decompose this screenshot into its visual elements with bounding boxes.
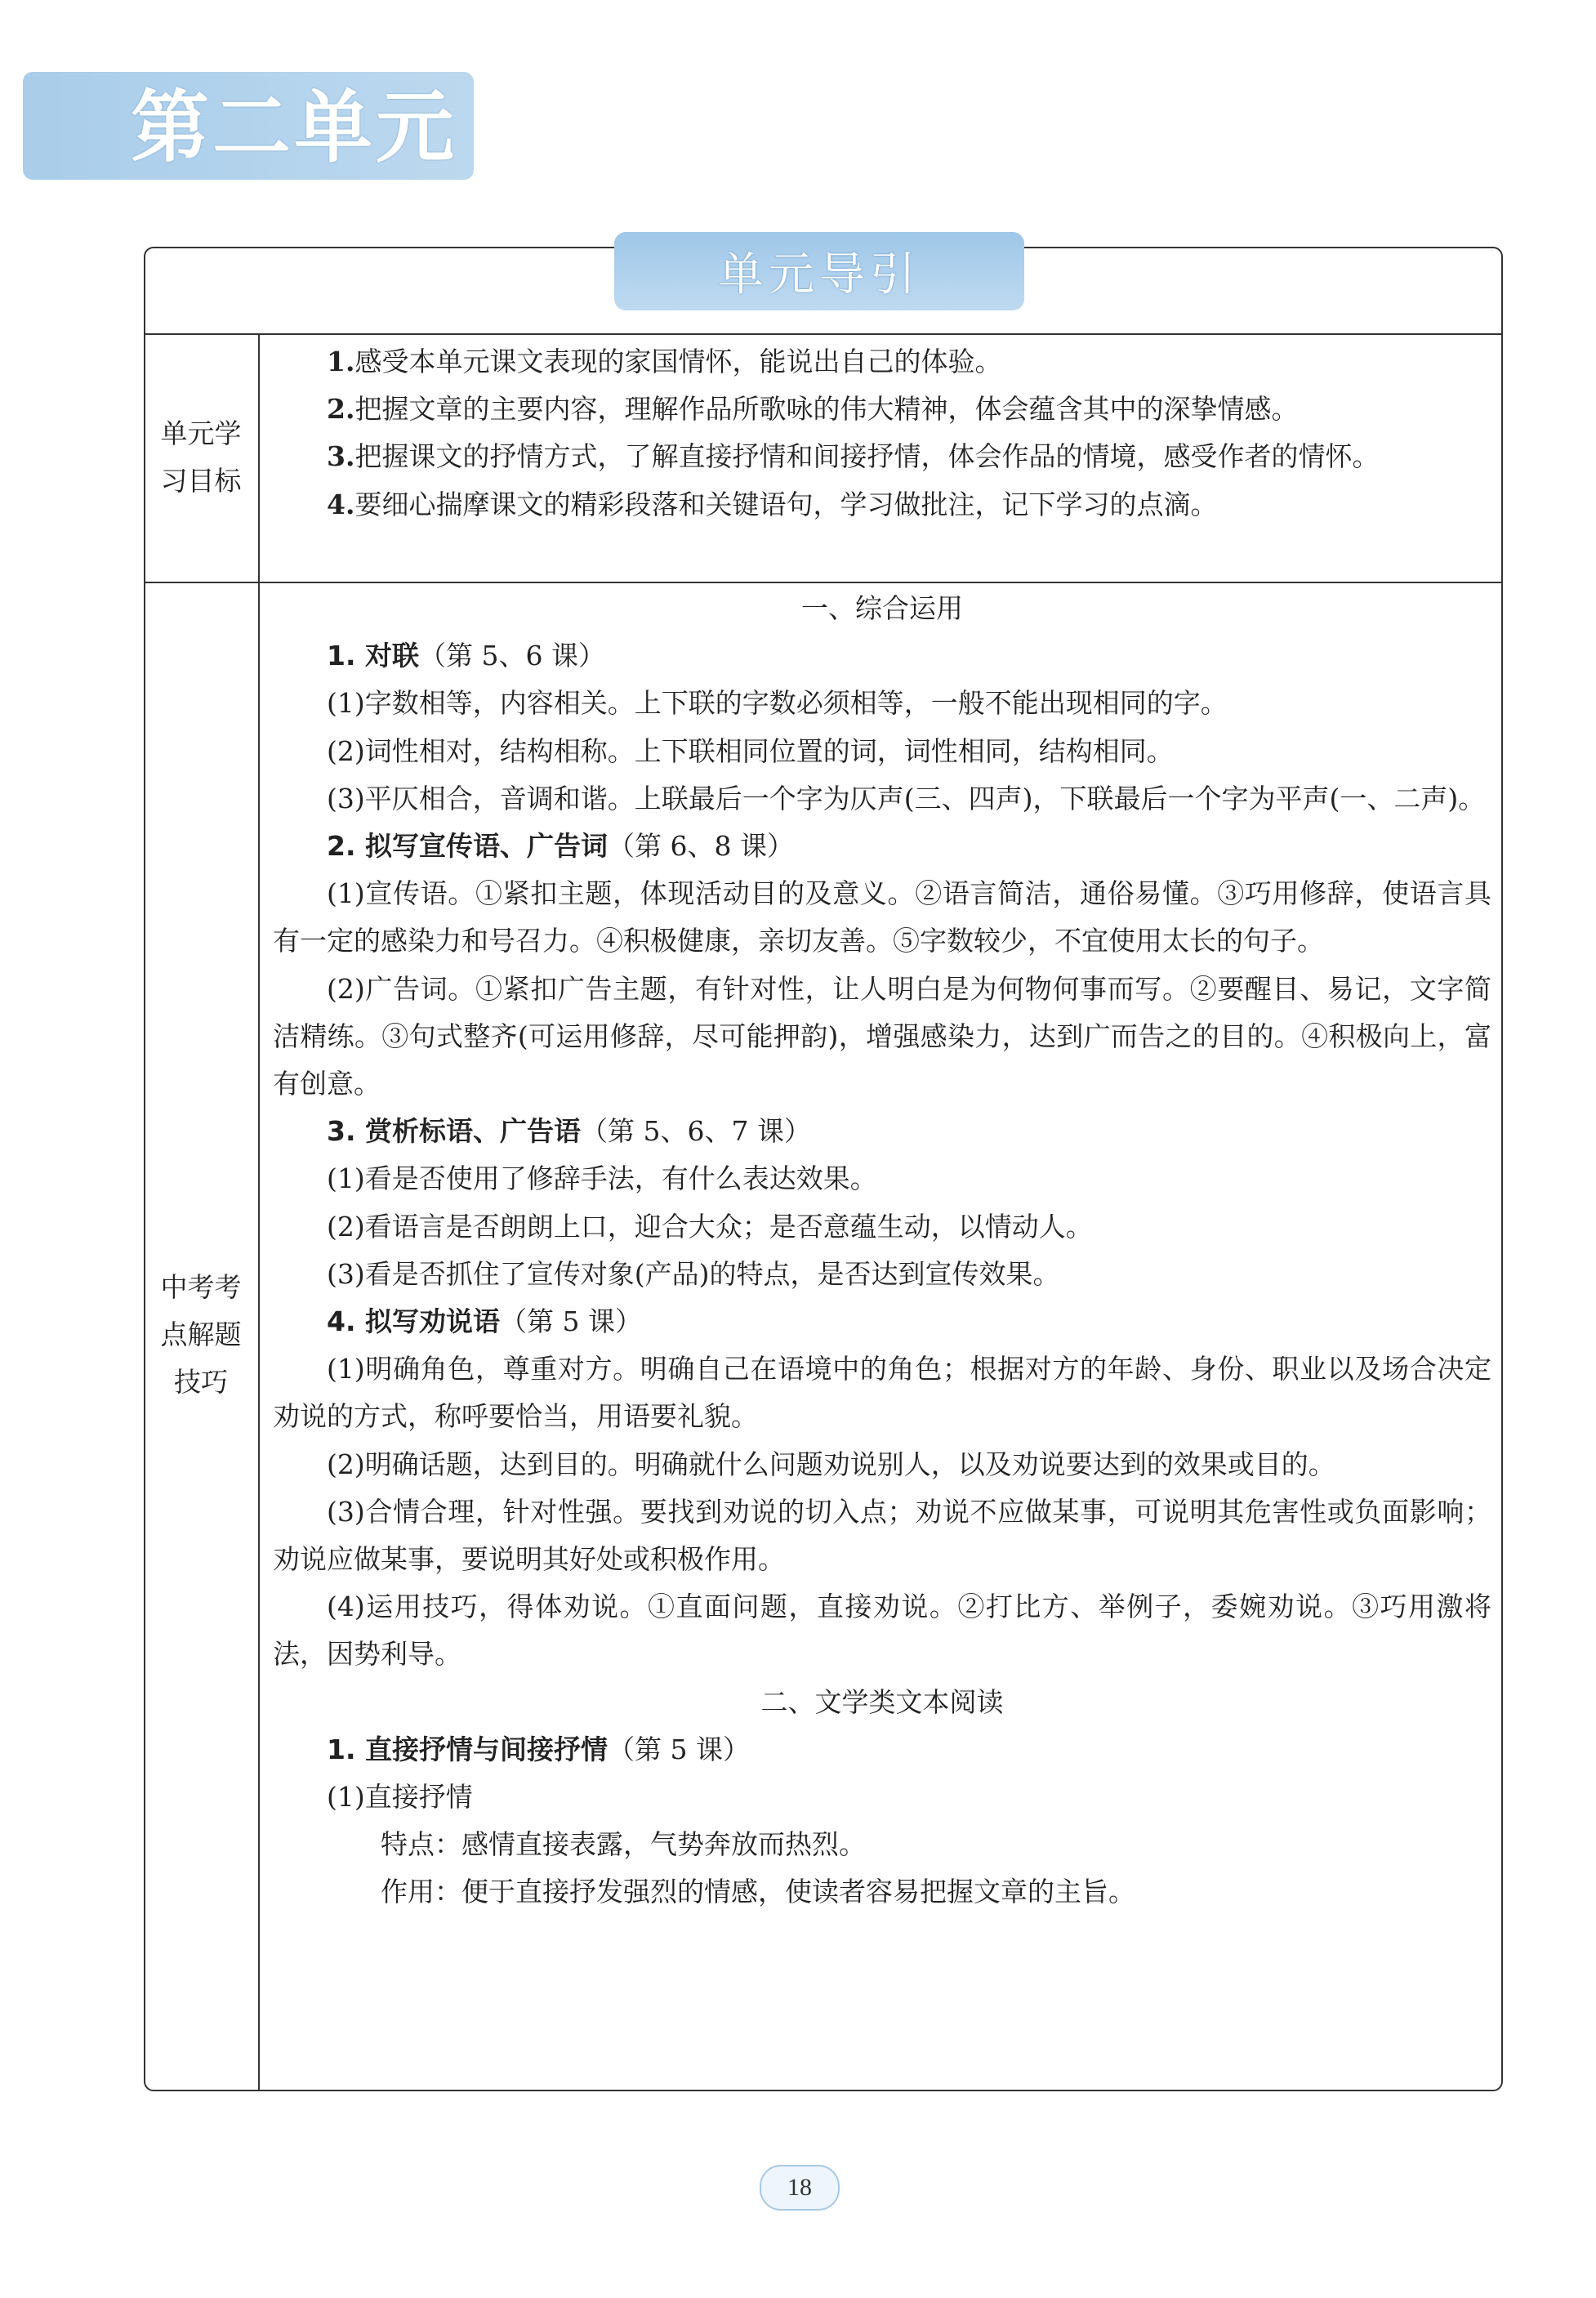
topic-title: 1. 直接抒情与间接抒情（第 5 课） xyxy=(327,1733,750,1765)
topic-item: (1)字数相等，内容相关。上下联的字数必须相等，一般不能出现相同的字。 xyxy=(327,687,1228,720)
topic-item: (4)运用技巧，得体劝说。①直面问题，直接劝说。②打比方、举例子，委婉劝说。③巧用激将法，因势利导。 xyxy=(273,1591,1491,1671)
objective-item: 4.要细心揣摩课文的精彩段落和关键语句，学习做批注，记下学习的点滴。 xyxy=(327,488,1218,520)
topic-item: (1)看是否使用了修辞手法，有什么表达效果。 xyxy=(327,1162,877,1195)
topic-item: (1)宣传语。①紧扣主题，体现活动目的及意义。②语言简洁，通俗易懂。③巧用修辞，使语言具有一定的感染力和号召力。④积极健康，亲切友善。⑤字数较少，不宜使用太长的句子。 xyxy=(273,877,1491,957)
topic-item: (1)明确角色，尊重对方。明确自己在语境中的角色；根据对方的年龄、身份、职业以及场合决定劝说的方式，称呼要恰当，用语要礼貌。 xyxy=(273,1353,1491,1433)
tips-content xyxy=(273,585,1491,1916)
topic-item: (3)平仄相合，音调和谐。上联最后一个字为仄声(三、四声)，下联最后一个字为平声(一、二声)。 xyxy=(327,782,1486,814)
topic-item: (2)广告词。①紧扣广告主题，有针对性，让人明白是为何物何事而写。②要醒目、易记，文字简洁精练。③句式整齐(可运用修辞，尽可能押韵)，增强感染力，达到广而告之的目的。④积极向上，富有创意。 xyxy=(273,972,1491,1100)
topic-item: 作用：便于直接抒发强烈的情感，使读者容易把握文章的主旨。 xyxy=(381,1876,1135,1908)
topic-title: 2. 拟写宣传语、广告词（第 6、8 课） xyxy=(327,830,794,863)
column-divider xyxy=(258,333,260,2091)
topic-title: 4. 拟写劝说语（第 5 课） xyxy=(327,1305,642,1338)
topic-item: (3)看是否抓住了宣传对象(产品)的特点，是否达到宣传效果。 xyxy=(327,1257,1060,1290)
objective-item: 3.把握课文的抒情方式，了解直接抒情和间接抒情，体会作品的情境，感受作者的情怀。 xyxy=(327,440,1380,473)
tips-label: 中考考 点解题 技巧 xyxy=(160,1271,242,1398)
topic-title: 3. 赏析标语、广告语（第 5、6、7 课） xyxy=(327,1115,811,1148)
objective-item: 1.感受本单元课文表现的家国情怀，能说出自己的体验。 xyxy=(327,346,1002,377)
topic-item: 特点：感情直接表露，气势奔放而热烈。 xyxy=(381,1828,866,1861)
objectives-label: 单元学 习目标 xyxy=(160,417,242,497)
objective-item: 2.把握文章的主要内容，理解作品所歌咏的伟大精神，体会蕴含其中的深挚情感。 xyxy=(327,393,1299,426)
topic-item: (2)词性相对，结构相称。上下联相同位置的词，词性相同，结构相同。 xyxy=(327,734,1174,767)
section-heading: 二、文学类文本阅读 xyxy=(760,1685,1004,1718)
page-number: 18 xyxy=(760,2165,840,2211)
topic-item: (2)看语言是否朗朗上口，迎合大众；是否意蕴生动，以情动人。 xyxy=(327,1210,1093,1243)
row-divider xyxy=(144,333,1503,335)
row-divider xyxy=(144,582,1503,583)
topic-item: (1)直接抒情 xyxy=(327,1781,473,1814)
topic-title: 1. 对联（第 5、6 课） xyxy=(327,640,605,672)
unit-title: 第二单元 xyxy=(131,82,457,173)
objectives-content xyxy=(273,338,1491,529)
section-heading: 一、综合运用 xyxy=(801,592,963,624)
topic-item: (3)合情合理，针对性强。要找到劝说的切入点；劝说不应做某事，可说明其危害性或负面影响；劝说应做某事，要说明其好处或积极作用。 xyxy=(273,1495,1491,1576)
guide-title: 单元导引 xyxy=(614,232,1024,310)
topic-item: (2)明确话题，达到目的。明确就什么问题劝说别人，以及劝说要达到的效果或目的。 xyxy=(327,1448,1335,1480)
